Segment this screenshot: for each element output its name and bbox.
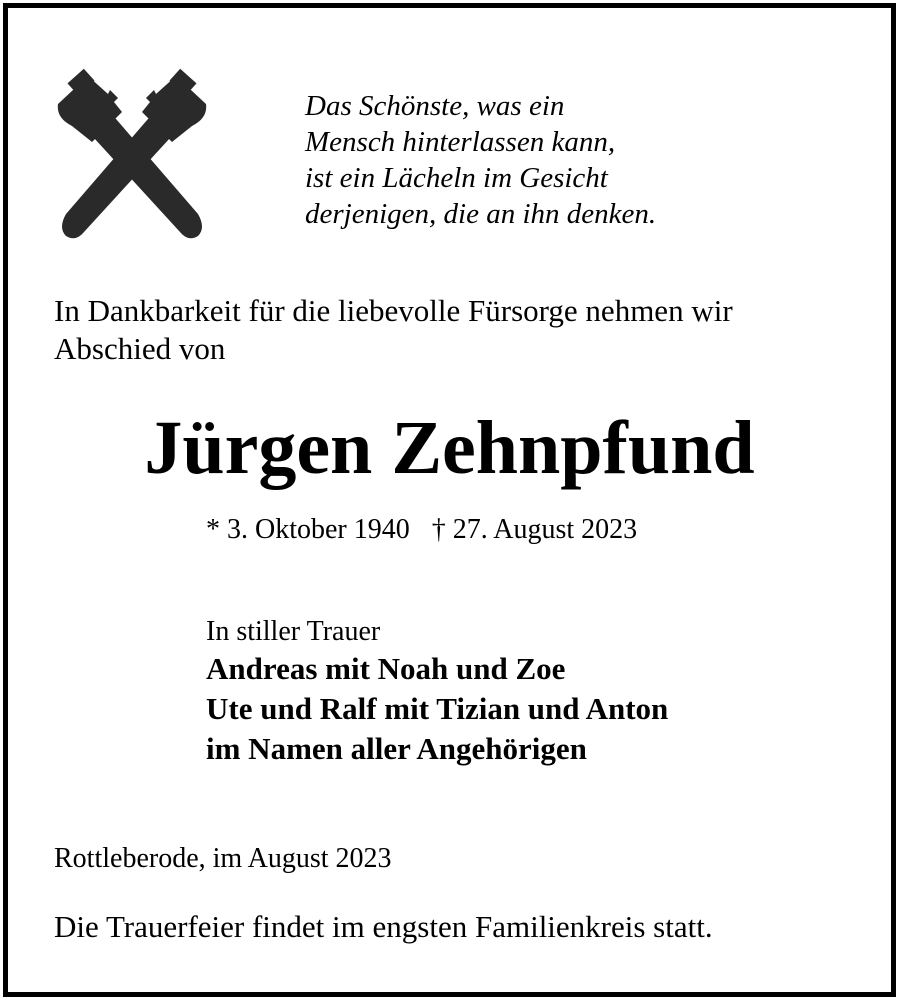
mourner-line: im Namen aller Angehörigen	[206, 731, 587, 766]
death-date: † 27. August 2023	[431, 514, 638, 545]
obituary-frame	[3, 3, 896, 997]
crossed-hammers-icon	[52, 66, 212, 242]
intro-text	[54, 292, 733, 368]
life-dates	[206, 513, 637, 547]
memorial-quote	[305, 88, 656, 232]
mourner-line: Andreas mit Noah und Zoe	[206, 651, 566, 686]
mourners-block	[206, 615, 668, 769]
quote-line: ist ein Lächeln im Gesicht	[305, 162, 608, 194]
deceased-name: Jürgen Zehnpfund	[144, 406, 755, 490]
birth-date: * 3. Oktober 1940	[206, 514, 410, 545]
quote-line: Mensch hinterlassen kann,	[305, 126, 616, 158]
quote-line: derjenigen, die an ihn denken.	[305, 198, 657, 230]
funeral-notice: Die Trauerfeier findet im engsten Familienkreis statt.	[54, 909, 713, 944]
place-date: Rottleberode, im August 2023	[54, 843, 392, 874]
intro-line: Abschied von	[54, 331, 226, 366]
mourner-line: Ute und Ralf mit Tizian und Anton	[206, 691, 669, 726]
mourners-lead: In stiller Trauer	[206, 616, 381, 647]
intro-line: In Dankbarkeit für die liebevolle Fürsorge nehmen wir	[54, 293, 733, 328]
quote-line: Das Schönste, was ein	[305, 90, 565, 122]
